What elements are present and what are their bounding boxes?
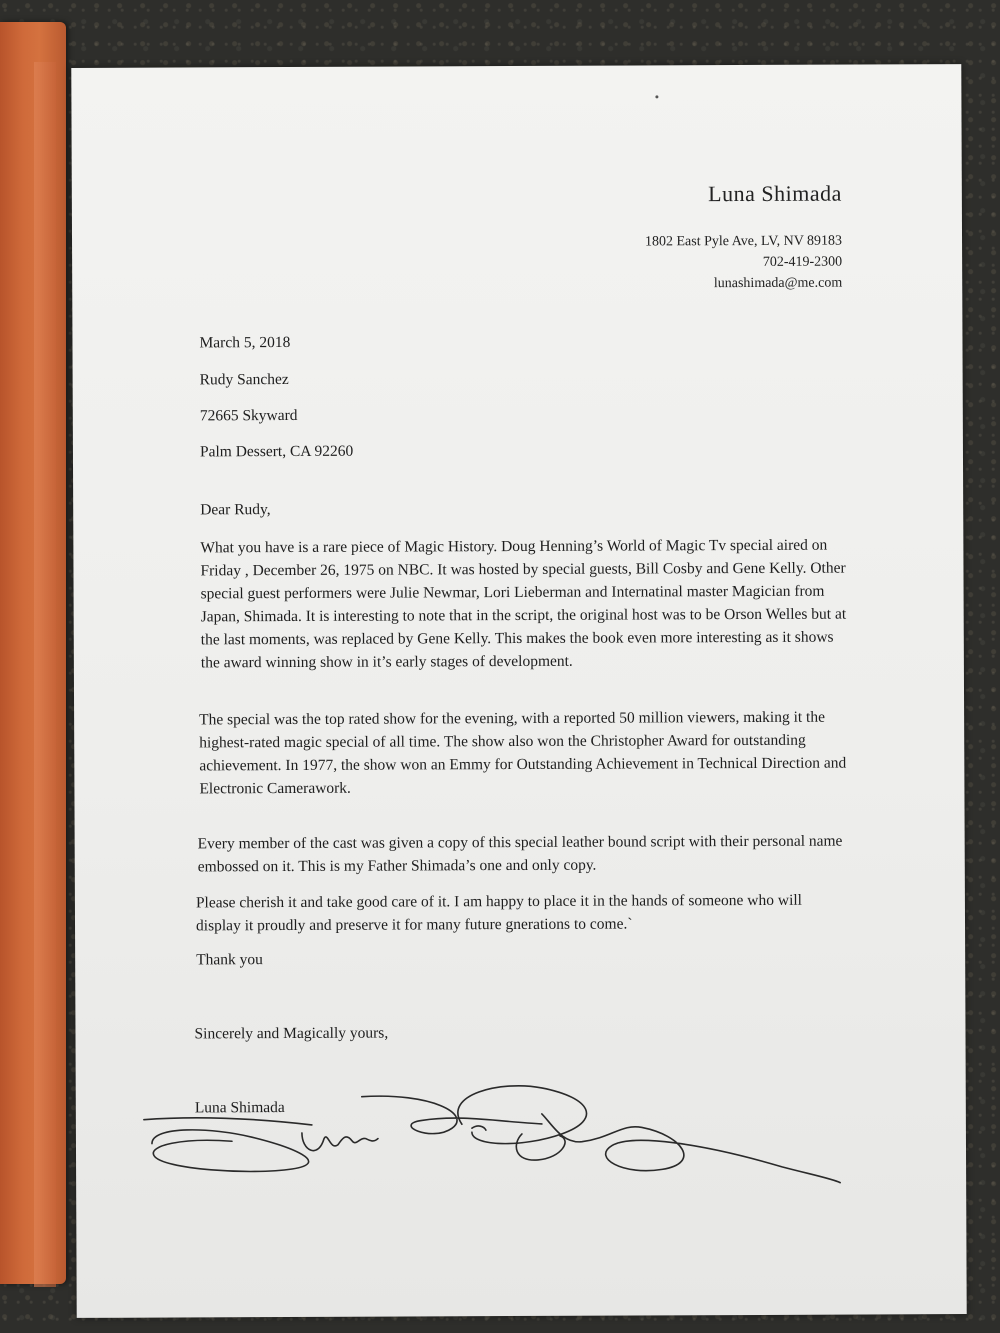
letter-page	[71, 64, 966, 1318]
letterhead-sender-name: Luna Shimada	[708, 180, 842, 207]
body-paragraph-2: The special was the top rated show for the evening, with a reported 50 million viewers, making it the highest-rated magic special of all time. The show also won the Christopher Award for outstanding achievement. In 1977, the show won an Emmy for Outstanding Achievement in Technical Direction and Electronic Camerawork.	[199, 708, 847, 798]
closing-line: Sincerely and Magically yours,	[194, 1024, 389, 1043]
salutation: Dear Rudy,	[200, 501, 271, 519]
sender-address: 1802 East Pyle Ave, LV, NV 89183	[644, 233, 843, 250]
sender-phone: 702-419-2300	[762, 254, 843, 270]
sender-email: lunashimada@me.com	[713, 275, 843, 292]
body-paragraph-1: What you have is a rare piece of Magic History. Doug Henning’s World of Magic Tv special aired on Friday , December 26, 1975 on NBC. It was hosted by special guests, Bill Cosby and Gene Kelly. Other special guest performers were Julie Newmar, Lori Lieberman and Internatinal master Magician from Japan, Shimada. It is interesting to note that in the script, the original host was to be Orson Welles but at the last moments, was replaced by Gene Kelly. This makes the book even more interesting as it shows the award winning show in it’s early stages of development.	[200, 536, 847, 672]
body-paragraph-3: Every member of the cast was given a copy of this special leather bound script with their personal name embossed on it. This is my Father Shimada’s one and only copy.	[197, 832, 843, 876]
book-page-edges	[34, 62, 56, 1287]
handwritten-signature	[142, 1083, 843, 1206]
paper-speck	[655, 95, 658, 98]
book-cover	[0, 22, 66, 1284]
sender-contact-block	[645, 231, 842, 295]
recipient-name: Rudy Sanchez	[199, 371, 289, 389]
signature-typed-name: Luna Shimada	[194, 1099, 285, 1117]
body-paragraph-4: Please cherish it and take good care of it. I am happy to place it in the hands of someone who will display it proudly and preserve it for many future gnerations to come.`	[195, 891, 803, 935]
recipient-street: 72665 Skyward	[199, 406, 298, 425]
thanks-line: Thank you	[196, 951, 263, 969]
recipient-city: Palm Dessert, CA 92260	[199, 442, 354, 461]
letter-date: March 5, 2018	[199, 333, 291, 352]
